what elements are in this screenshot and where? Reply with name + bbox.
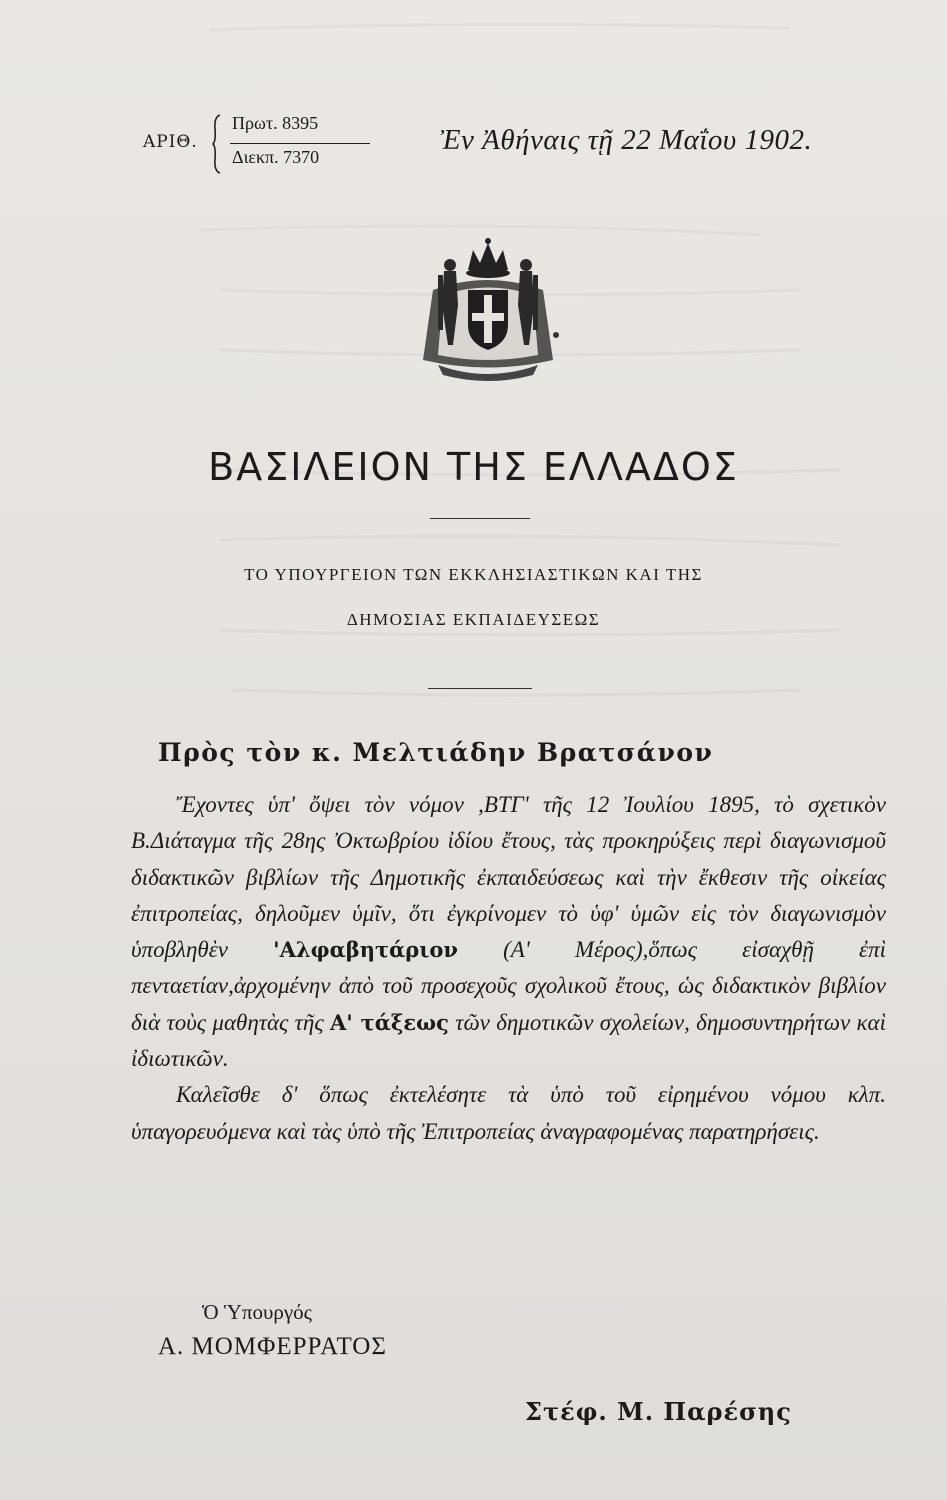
paragraph-1-part-c: τῶν δημοτικῶν σχολείων, δημοσυντηρήτων καὶ ἰδιωτικῶν. [131,1009,887,1072]
paragraph-1-part-a: Ἔχοντες ὑπ' ὄψει τὸν νόμον ,ΒΤΓ' τῆς 12 Ἰουλίου 1895, τὸ σχετικὸν Β.Διάταγμα τῆς 28ης Ὀκτωβρίου ἰδίου ἔτους, τὰς προκηρύξεις περὶ διαγωνισμοῦ διδακτικῶν βιβλίων τῆς Δημοτικῆς ἐκπαιδεύσεως καὶ τὴν ἔκθεσιν τῆς οἰκείας ἐπιτροπείας, δηλοῦμεν ὑμῖν, ὅτι ἐγκρίνομεν τὸ ὑφ' ὑμῶν εἰς τὸν διαγωνισμὸν ὑποβληθὲν [131,792,886,963]
greek-royal-coat-of-arms-icon [398,235,578,385]
addressee-line: Πρὸς τὸν κ. Μελτιάδην Βρατσάνον [158,738,714,767]
ministry-divider [428,688,532,689]
kingdom-heading: ΒΑΣΙΛΕΙΟΝ ΤΗΣ ΕΛΛΑΔΟΣ [208,445,739,489]
paragraph-1-part-b: (Α' Μέρος),ὅπως εἰσαχθῇ ἐπὶ πενταετίαν,ἀρχομένην ἀπὸ τοῦ προσεχοῦς σχολικοῦ ἔτους, ὡς διδακτικὸν βιβλίον διὰ τοὺς μαθητὰς τῆς [131,937,886,1035]
dispatch-number: Διεκπ. 7370 [232,147,320,167]
ministry-heading-line2: ΔΗΜΟΣΙΑΣ ΕΚΠΑΙΔΕΥΣΕΩΣ [346,610,601,629]
minister-title: Ὁ Ὑπουργός [202,1300,312,1324]
reference-divider [230,143,370,144]
document-date: Ἐν Ἀθήναις τῇ 22 Μαΐου 1902. [440,124,813,156]
paragraph-2: Καλεῖσθε δ' ὅπως ἐκτελέσητε τὰ ὑπὸ τοῦ εἰρημένου νόμου κλπ. ὑπαγορευόμενα καὶ τὰς ὑπὸ τῆς Ἐπιτροπείας ἀναγραφομένας παρατηρήσεις. [131,1082,886,1144]
signer-name: Στέφ. Μ. Παρέσης [525,1397,792,1426]
ministry-heading-line1: ΤΟ ΥΠΟΥΡΓΕΙΟΝ ΤΩΝ ΕΚΚΛΗΣΙΑΣΤΙΚΩΝ ΚΑΙ ΤΗΣ [244,565,703,584]
title-divider [430,518,530,519]
minister-name: Α. ΜΟΜΦΕΡΡΑΤΟΣ [158,1333,387,1360]
book-title: 'Αλφαβητάριον [273,937,458,963]
paragraph-1 [131,787,886,1077]
brace-mark [212,113,222,175]
grade-name: Α' τάξεως [330,1009,449,1035]
letter-body [131,787,886,1150]
number-label: ΑΡΙΘ. [143,132,198,152]
protocol-number: Πρωτ. 8395 [232,113,319,133]
